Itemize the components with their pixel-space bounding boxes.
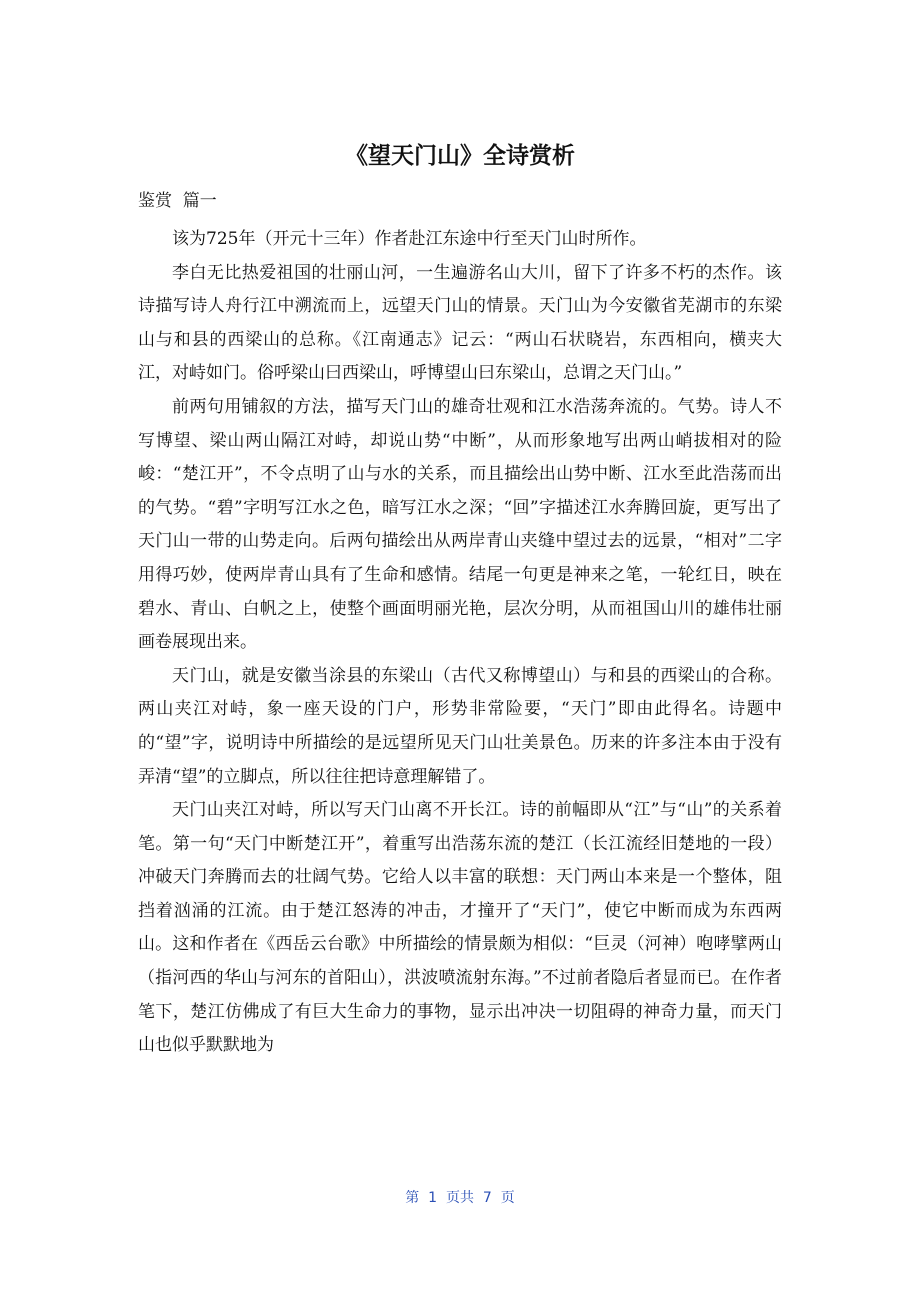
page-footer (0, 1186, 920, 1210)
body-text (138, 223, 782, 1063)
paragraph: 该为725年（开元十三年）作者赴江东途中行至天门山时所作。 (172, 229, 647, 249)
paragraph: 天门山夹江对峙，所以写天门山离不开长江。诗的前幅即从“江”与“山”的关系着笔。第一句“天门中断楚江开”，着重写出浩荡东流的楚江（长江流经旧楚地的一段）冲破天门奔腾而去的壮阔气势。它给人以丰富的联想：天门两山本来是一个整体，阻挡着汹涌的江流。由于楚江怒涛的冲击，才撞开了“天门”，使它中断而成为东西两山。这和作者在《西岳云台歌》中所描绘的情景颇为相似：“巨灵（河神）咆哮擘两山（指河西的华山与河东的首阳山），洪波喷流射东海。”不过前者隐后者显而已。在作者笔下，楚江仿佛成了有巨大生命力的事物，显示出冲决一切阻碍的神奇力量，而天门山也似乎默默地为 (138, 800, 782, 1056)
section-heading: 鉴赏 篇一 (138, 191, 217, 211)
paragraph: 天门山，就是安徽当涂县的东梁山（古代又称博望山）与和县的西梁山的合称。两山夹江对峙，象一座天设的门户，形势非常险要，“天门”即由此得名。诗题中的“望”字，说明诗中所描绘的是远望所见天门山壮美景色。历来的许多注本由于没有弄清“望”的立脚点，所以往往把诗意理解错了。 (138, 665, 782, 787)
page-number: 第 1 页共 7 页 (405, 1190, 515, 1206)
document-title: 《望天门山》全诗赏析 (345, 143, 575, 169)
paragraph: 李白无比热爱祖国的壮丽山河，一生遍游名山大川，留下了许多不朽的杰作。该诗描写诗人舟行江中溯流而上，远望天门山的情景。天门山为今安徽省芜湖市的东梁山与和县的西梁山的总称。《江南通志》记云：“两山石状晓岩，东西相向，横夹大江，对峙如门。俗呼梁山曰西梁山，呼博望山曰东梁山，总谓之天门山。” (138, 262, 782, 384)
paragraph: 前两句用铺叙的方法，描写天门山的雄奇壮观和江水浩荡奔流的。气势。诗人不写博望、梁山两山隔江对峙，却说山势“中断”，从而形象地写出两山峭拔相对的险峻：“楚江开”，不令点明了山与水的关系，而且描绘出山势中断、江水至此浩荡而出的气势。“碧”字明写江水之色，暗写江水之深；“回”字描述江水奔腾回旋，更写出了天门山一带的山势走向。后两句描绘出从两岸青山夹缝中望过去的远景，“相对”二字用得巧妙，使两岸青山具有了生命和感情。结尾一句更是神来之笔，一轮红日，映在碧水、青山、白帆之上，使整个画面明丽光艳，层次分明，从而祖国山川的雄伟壮丽画卷展现出来。 (138, 396, 782, 653)
